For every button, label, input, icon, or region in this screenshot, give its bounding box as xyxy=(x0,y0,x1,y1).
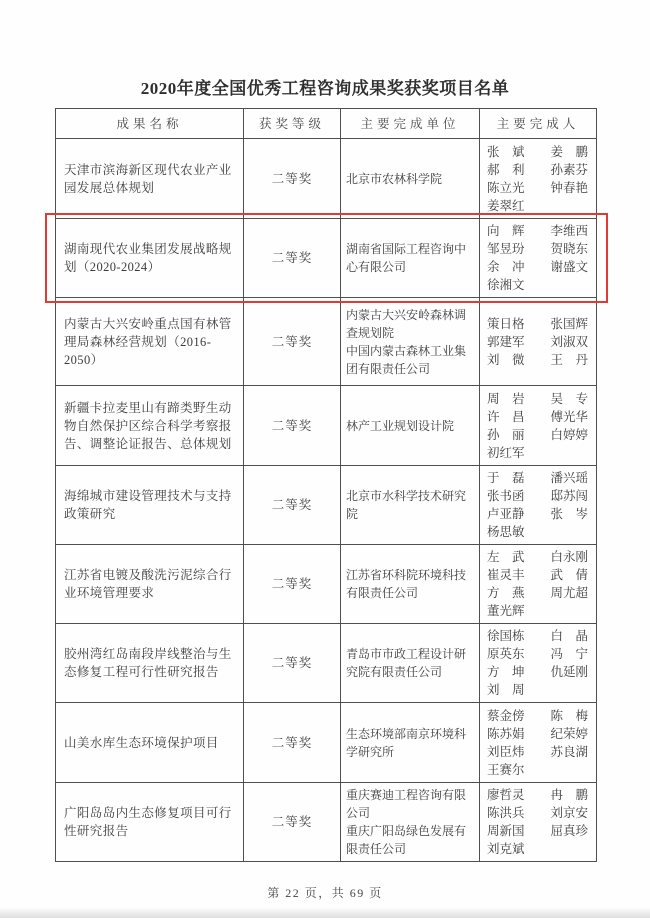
person-name: 陈苏娟 xyxy=(487,726,525,741)
unit-name: 重庆广阳岛绿色发展有限责任公司 xyxy=(346,824,467,856)
table-row xyxy=(56,139,597,219)
person-line xyxy=(487,276,588,294)
person-name: 冉 鹏 xyxy=(550,788,588,802)
person-name: 刘臣炜 xyxy=(487,744,525,759)
person-line xyxy=(487,548,588,566)
person-line xyxy=(487,645,588,663)
cell-main-persons xyxy=(480,545,597,624)
person-name: 白婷婷 xyxy=(550,427,588,442)
cell-main-unit xyxy=(341,139,480,219)
unit-name: 林产工业规划设计院 xyxy=(346,418,455,433)
cell-award-level: 二等奖 xyxy=(244,545,341,624)
cell-award-level: 二等奖 xyxy=(244,139,341,219)
person-name: 白永刚 xyxy=(550,550,588,564)
person-line xyxy=(487,333,588,351)
person-name: 屈真珍 xyxy=(550,824,588,838)
cell-main-persons xyxy=(480,466,597,545)
unit-name: 中国内蒙古森林工业集团有限责任公司 xyxy=(346,343,467,376)
cell-result-name: 海绵城市建设管理技术与支持政策研究 xyxy=(56,466,244,545)
person-name: 余 冲 xyxy=(487,260,525,274)
person-name: 邸苏闯 xyxy=(550,489,588,503)
person-line xyxy=(487,315,588,333)
cell-award-level: 二等奖 xyxy=(244,703,341,783)
person-name: 杨思敏 xyxy=(487,525,525,539)
person-line xyxy=(487,390,588,408)
person-name: 谢盛文 xyxy=(550,260,588,274)
person-line xyxy=(487,505,588,523)
cell-main-unit xyxy=(341,703,480,783)
cell-main-unit xyxy=(341,298,480,386)
person-name: 贺晓东 xyxy=(550,242,588,256)
table-row xyxy=(56,298,597,386)
person-name: 傅光华 xyxy=(550,409,588,424)
person-name: 廖哲灵 xyxy=(487,788,525,802)
cell-main-persons xyxy=(480,219,597,298)
person-name: 张 斌 xyxy=(487,144,525,159)
person-name: 于 磊 xyxy=(487,471,525,485)
unit-name: 江苏省环科院环境科技有限责任公司 xyxy=(346,568,467,600)
person-name: 初红军 xyxy=(487,445,525,460)
table-row xyxy=(56,783,597,862)
cell-main-persons xyxy=(480,298,597,386)
person-line xyxy=(487,584,588,602)
cell-main-persons xyxy=(480,783,597,862)
person-name: 潘兴瑶 xyxy=(550,471,588,485)
person-name: 左 武 xyxy=(487,550,525,564)
person-name: 李维西 xyxy=(550,224,588,238)
person-name: 刘克斌 xyxy=(487,842,525,856)
person-name: 吴 专 xyxy=(550,391,588,406)
unit-name: 北京市水科学技术研究院 xyxy=(346,489,467,521)
table-row xyxy=(56,386,597,466)
person-line xyxy=(487,566,588,584)
person-name: 卢亚静 xyxy=(487,507,525,521)
cell-result-name: 新疆卡拉麦里山有蹄类野生动物自然保护区综合科学考察报告、调整论证报告、总体规划 xyxy=(56,386,244,466)
person-name: 方 燕 xyxy=(487,586,525,600)
person-line xyxy=(487,469,588,487)
person-name: 姜翠红 xyxy=(487,198,525,213)
person-line xyxy=(487,602,588,620)
person-name: 郝 利 xyxy=(487,162,525,177)
cell-main-persons xyxy=(480,703,597,783)
person-line xyxy=(487,487,588,505)
table-body xyxy=(56,139,597,862)
person-line xyxy=(487,761,588,779)
person-name: 冯 宁 xyxy=(550,647,588,661)
person-name: 陈立光 xyxy=(487,180,525,195)
cell-award-level: 二等奖 xyxy=(244,219,341,298)
cell-award-level: 二等奖 xyxy=(244,386,341,466)
person-name: 周新国 xyxy=(487,824,525,838)
person-line xyxy=(487,161,588,179)
person-line xyxy=(487,179,588,197)
person-name: 徐国栋 xyxy=(487,629,525,643)
person-name: 蔡金傍 xyxy=(487,708,525,723)
person-name: 董光辉 xyxy=(487,604,525,618)
unit-name: 湖南省国际工程咨询中心有限公司 xyxy=(346,242,467,274)
person-name: 白 晶 xyxy=(550,629,588,643)
header-main-persons: 主要完成人 xyxy=(480,109,597,139)
cell-result-name: 湖南现代农业集团发展战略规划（2020-2024） xyxy=(56,219,244,298)
cell-main-unit xyxy=(341,386,480,466)
person-line xyxy=(487,725,588,743)
header-main-unit: 主要完成单位 xyxy=(341,109,480,139)
person-name: 刘京安 xyxy=(550,806,588,820)
cell-award-level: 二等奖 xyxy=(244,624,341,703)
person-name: 刘 周 xyxy=(487,683,525,697)
cell-main-unit xyxy=(341,466,480,545)
header-result-name: 成果名称 xyxy=(56,109,244,139)
person-line xyxy=(487,707,588,725)
person-line xyxy=(487,258,588,276)
cell-main-persons xyxy=(480,139,597,219)
person-name: 向 辉 xyxy=(487,224,525,238)
person-line xyxy=(487,663,588,681)
unit-name: 重庆赛迪工程咨询有限公司 xyxy=(346,788,467,820)
person-name: 策日格 xyxy=(487,316,525,331)
person-name: 崔灵丰 xyxy=(487,568,525,582)
cell-result-name: 山美水库生态环境保护项目 xyxy=(56,703,244,783)
person-name: 周 岩 xyxy=(487,391,525,406)
header-award-level: 获奖等级 xyxy=(244,109,341,139)
cell-result-name: 江苏省电镀及酸洗污泥综合行业环境管理要求 xyxy=(56,545,244,624)
person-name: 许 昌 xyxy=(487,409,525,424)
person-name: 王赛尔 xyxy=(487,762,525,777)
page-number: 第 22 页，共 69 页 xyxy=(267,886,383,900)
cell-main-unit xyxy=(341,219,480,298)
cell-result-name: 广阳岛岛内生态修复项目可行性研究报告 xyxy=(56,783,244,862)
cell-award-level: 二等奖 xyxy=(244,466,341,545)
cell-result-name: 内蒙古大兴安岭重点国有林管理局森林经营规划（2016-2050） xyxy=(56,298,244,386)
cell-main-unit xyxy=(341,783,480,862)
person-line xyxy=(487,840,588,858)
cell-main-persons xyxy=(480,386,597,466)
unit-name: 北京市农林科学院 xyxy=(346,171,443,186)
person-name: 张书函 xyxy=(487,489,525,503)
person-name: 孙 丽 xyxy=(487,427,525,442)
person-name: 张 岑 xyxy=(550,507,588,521)
person-name: 原英东 xyxy=(487,647,525,661)
person-line xyxy=(487,681,588,699)
cell-result-name: 胶州湾红岛南段岸线整治与生态修复工程可行性研究报告 xyxy=(56,624,244,703)
person-name: 武 倩 xyxy=(550,568,588,582)
table-row xyxy=(56,219,597,298)
person-line xyxy=(487,408,588,426)
person-name: 陈洪兵 xyxy=(487,806,525,820)
person-line xyxy=(487,822,588,840)
person-line xyxy=(487,222,588,240)
unit-name: 青岛市市政工程设计研究院有限责任公司 xyxy=(346,647,467,679)
person-name: 姜 鹏 xyxy=(550,144,588,159)
person-line xyxy=(487,804,588,822)
cell-main-unit xyxy=(341,545,480,624)
person-name: 纪荣婷 xyxy=(550,726,588,741)
person-name: 孙素芬 xyxy=(550,162,588,177)
person-name: 邹昱玢 xyxy=(487,242,525,256)
table-header-row xyxy=(56,109,597,139)
person-name: 陈 梅 xyxy=(550,708,588,723)
unit-name: 生态环境部南京环境科学研究所 xyxy=(346,726,467,759)
person-name: 苏良湖 xyxy=(550,744,588,759)
person-name: 周尤超 xyxy=(550,586,588,600)
person-line xyxy=(487,240,588,258)
person-name: 郭建军 xyxy=(487,334,525,349)
person-line xyxy=(487,523,588,541)
table-row xyxy=(56,466,597,545)
person-name: 方 坤 xyxy=(487,665,525,679)
person-name: 刘 微 xyxy=(487,352,525,367)
unit-name: 内蒙古大兴安岭森林调查规划院 xyxy=(346,307,467,340)
awards-table xyxy=(55,108,597,862)
person-line xyxy=(487,444,588,462)
person-line xyxy=(487,627,588,645)
person-name: 王 丹 xyxy=(550,352,588,367)
person-name: 张国辉 xyxy=(550,316,588,331)
person-name: 徐湘文 xyxy=(487,278,525,292)
person-name: 刘淑双 xyxy=(550,334,588,349)
person-name: 仇延刚 xyxy=(550,665,588,679)
person-name: 钟春艳 xyxy=(550,180,588,195)
cell-result-name: 天津市滨海新区现代农业产业园发展总体规划 xyxy=(56,139,244,219)
person-line xyxy=(487,786,588,804)
cell-main-persons xyxy=(480,624,597,703)
person-line xyxy=(487,743,588,761)
person-line xyxy=(487,143,588,161)
person-line xyxy=(487,426,588,444)
cell-award-level: 二等奖 xyxy=(244,783,341,862)
table-row xyxy=(56,624,597,703)
table-row xyxy=(56,703,597,783)
table-row xyxy=(56,545,597,624)
page-title: 2020年度全国优秀工程咨询成果奖获奖项目名单 xyxy=(140,79,510,98)
person-line xyxy=(487,197,588,215)
cell-award-level: 二等奖 xyxy=(244,298,341,386)
scan-edge-shadow xyxy=(0,907,650,918)
cell-main-unit xyxy=(341,624,480,703)
person-line xyxy=(487,351,588,369)
